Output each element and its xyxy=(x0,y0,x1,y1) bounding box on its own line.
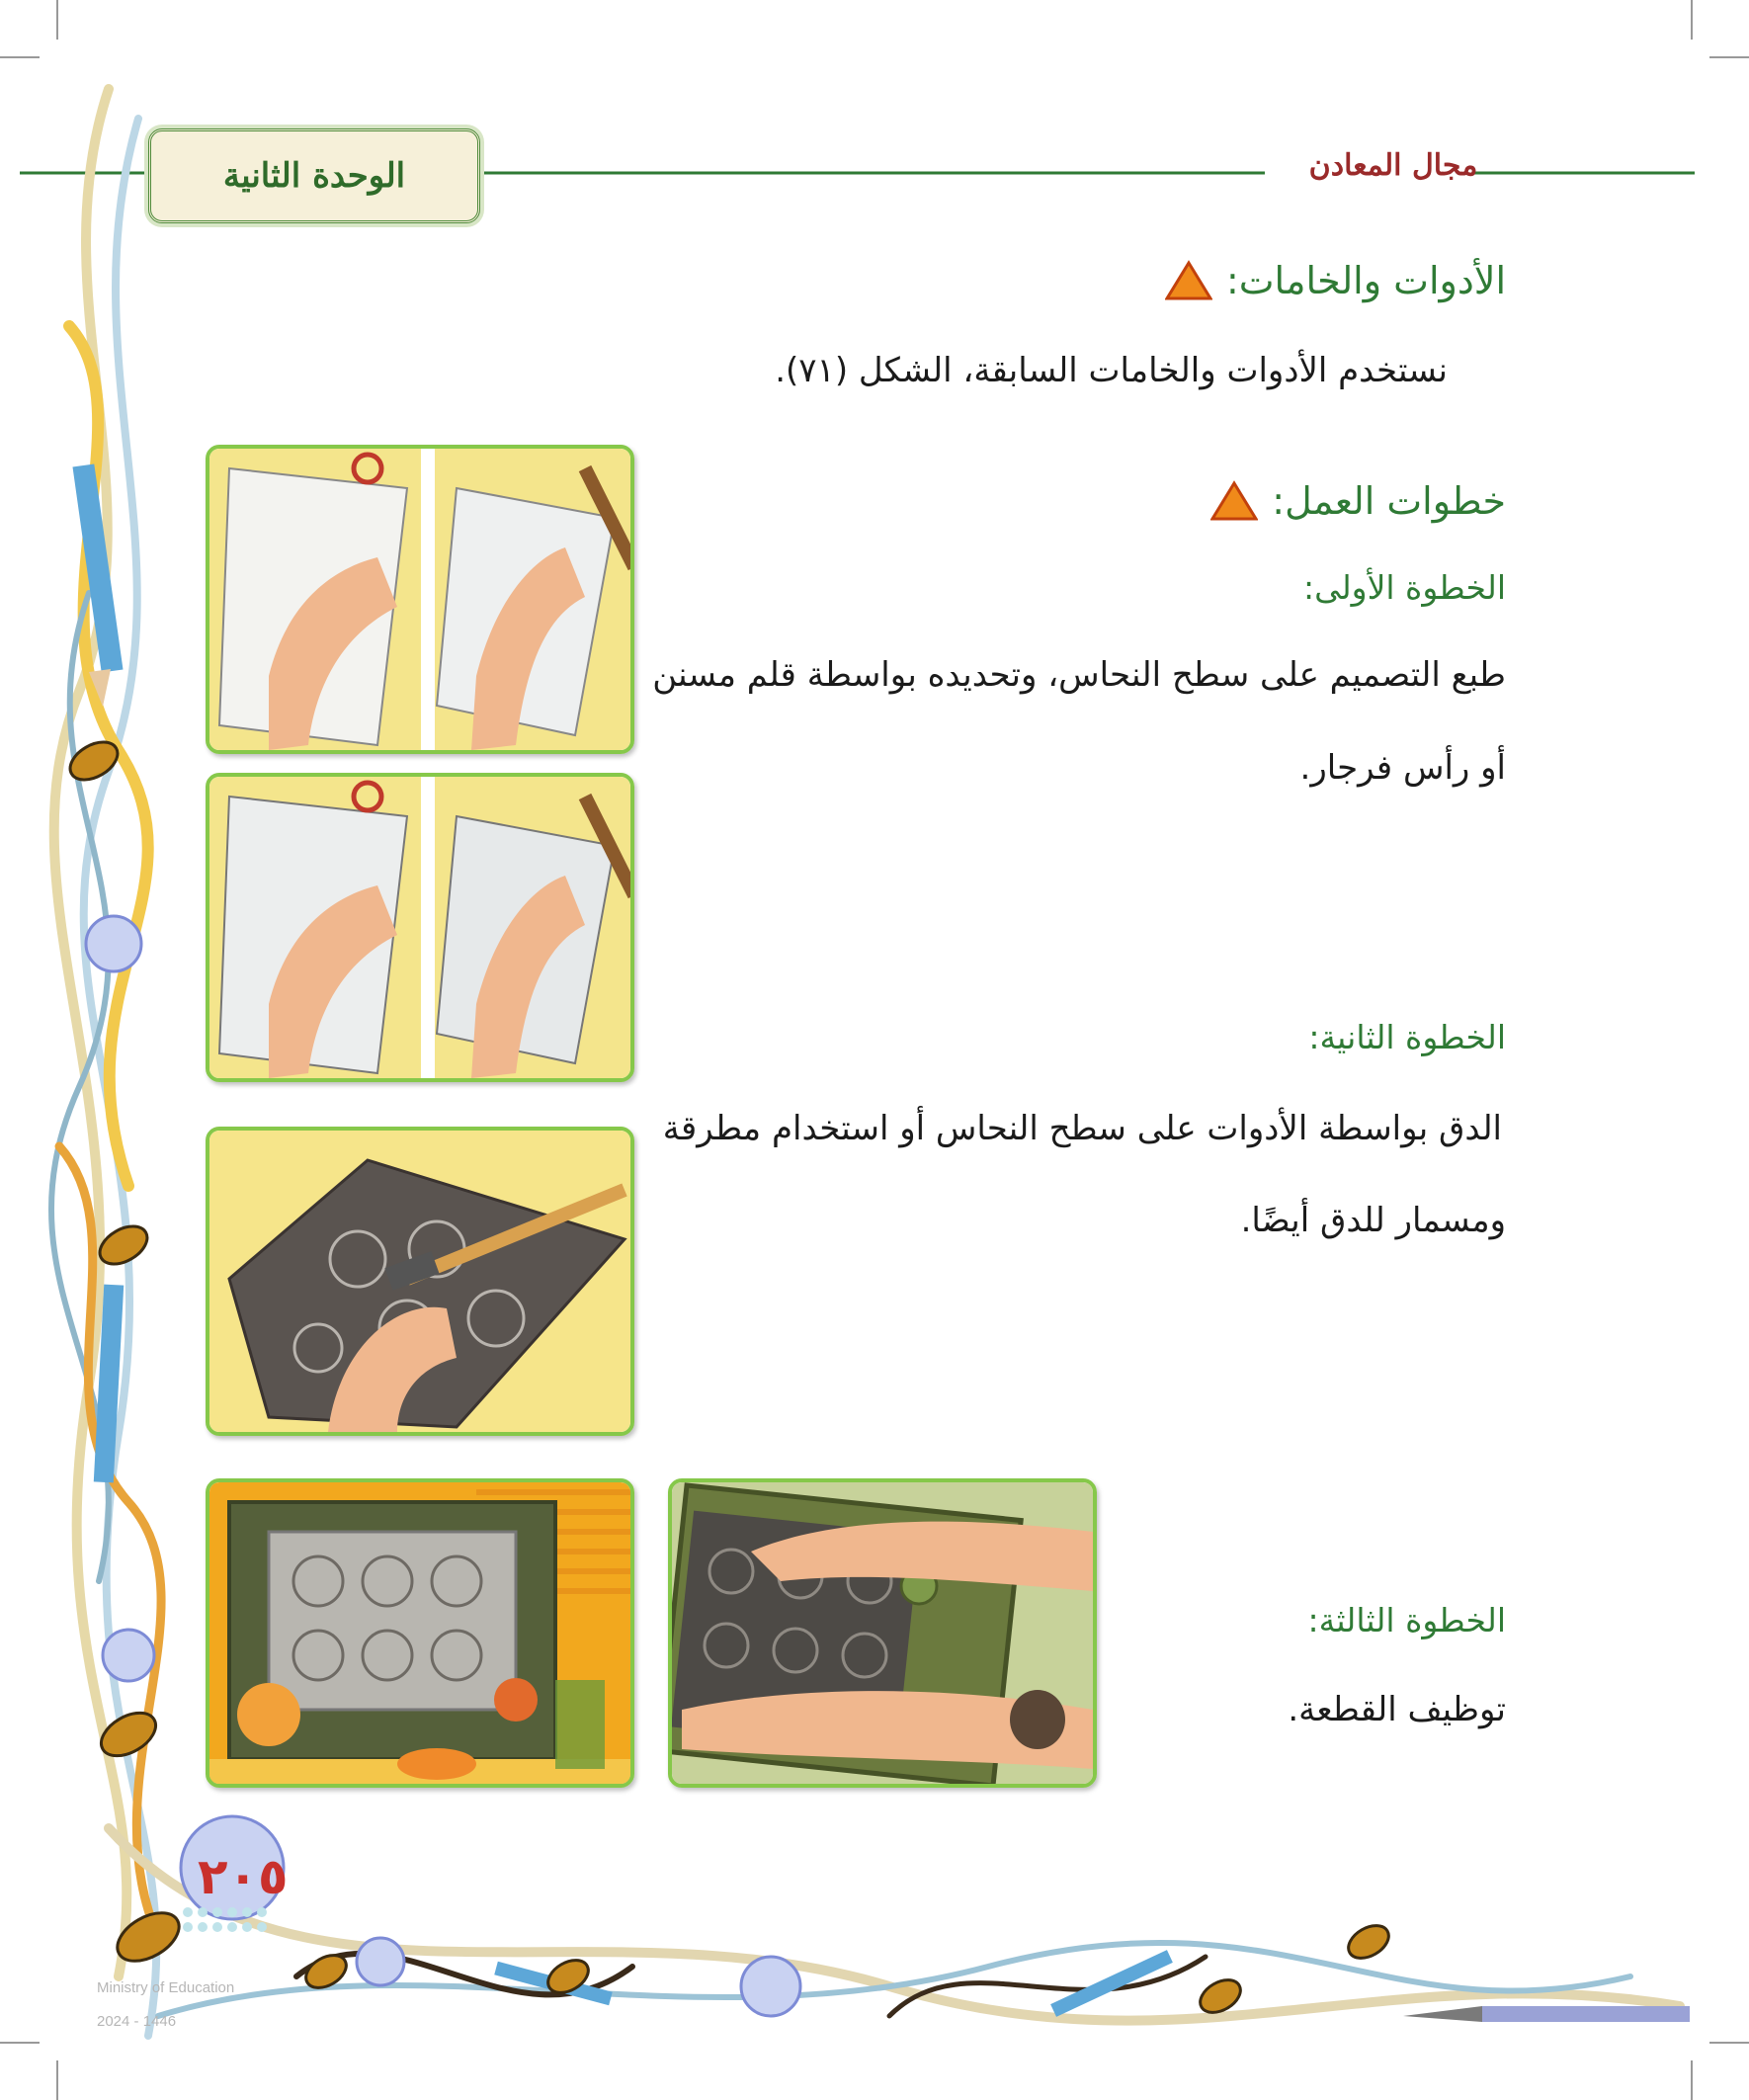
photo-step1-b xyxy=(206,773,634,1082)
steps-heading-text: خطوات العمل: xyxy=(1272,479,1506,523)
tools-heading-text: الأدوات والخامات: xyxy=(1225,259,1506,302)
year-range: 2024 - 1446 xyxy=(97,2013,177,2030)
ministry-name: Ministry of Education xyxy=(97,1979,235,1996)
tools-text: نستخدم الأدوات والخامات السابقة، الشكل (٧١). xyxy=(775,351,1448,390)
photo-step2 xyxy=(206,1127,634,1436)
step1-text-line2: أو رأس فرجار. xyxy=(1299,748,1506,788)
step1-title: الخطوة الأولى: xyxy=(1302,568,1506,607)
steps-heading xyxy=(1210,479,1506,523)
step2-text-line1: الدق بواسطة الأدوات على سطح النحاس أو استخدام مطرقة xyxy=(662,1109,1502,1148)
photo-step3-result xyxy=(206,1478,634,1788)
step2-text-line2: ومسمار للدق أيضًا. xyxy=(1240,1201,1506,1240)
step2-title: الخطوة الثانية: xyxy=(1308,1018,1506,1056)
unit-title: الوحدة الثانية xyxy=(222,156,406,196)
photo-step1-a xyxy=(206,445,634,754)
unit-banner xyxy=(148,128,480,223)
tools-heading xyxy=(1165,259,1506,302)
field-title: مجال المعادن xyxy=(1308,148,1478,183)
triangle-bullet-icon xyxy=(1165,260,1212,301)
step3-text: توظيف القطعة. xyxy=(1288,1690,1506,1729)
step1-text-line1: طبع التصميم على سطح النحاس، وتحديده بواسطة قلم مسنن xyxy=(652,655,1506,695)
step3-title: الخطوة الثالثة: xyxy=(1307,1601,1506,1639)
photo-step3-process xyxy=(668,1478,1097,1788)
triangle-bullet-icon xyxy=(1210,480,1258,522)
page-number: ٢٠٥ xyxy=(198,1848,289,1905)
